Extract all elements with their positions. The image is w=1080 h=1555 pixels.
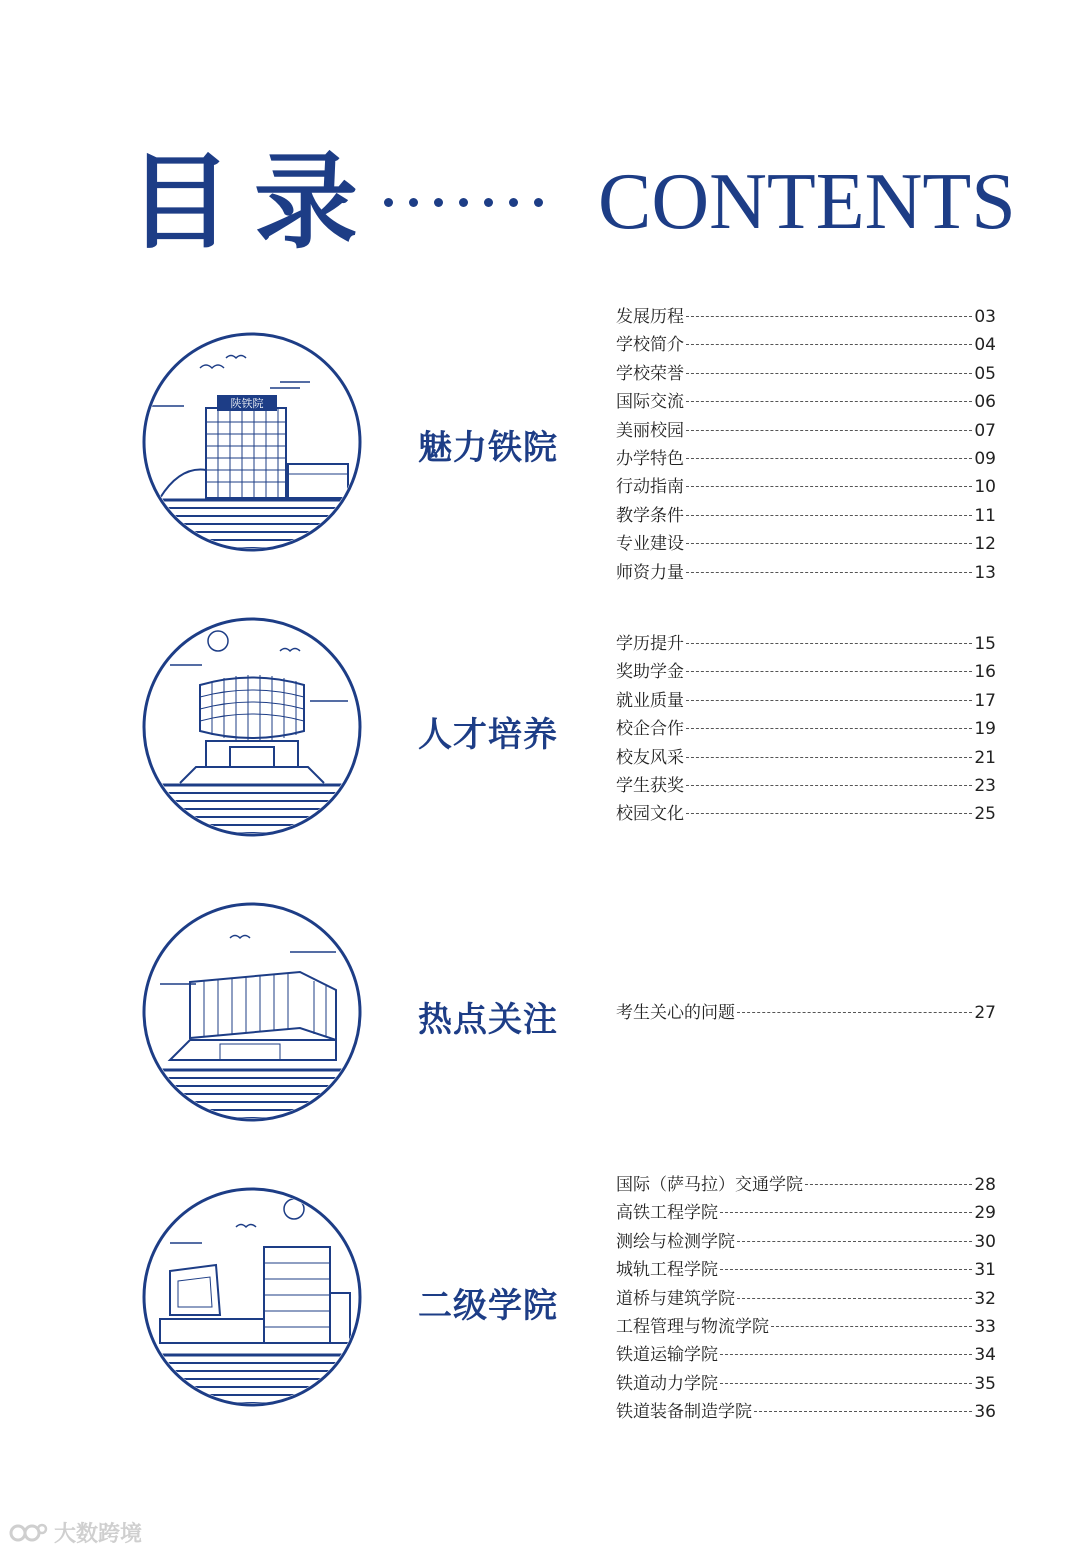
watermark [8, 1517, 142, 1548]
toc-entry-label: 考生关心的问题 [616, 1003, 735, 1023]
toc-dash-leader [686, 458, 972, 459]
toc-entry[interactable] [616, 501, 996, 529]
toc-entry-label: 测绘与检测学院 [616, 1231, 735, 1252]
toc-section-4 [0, 1170, 1080, 1430]
toc-dash-leader [737, 1298, 972, 1299]
toc-entry-label: 校企合作 [616, 719, 684, 740]
toc-entry[interactable] [616, 657, 996, 685]
toc-dash-leader [686, 486, 972, 487]
toc-entry[interactable] [616, 1170, 996, 1198]
toc-entry-page: 04 [974, 335, 996, 356]
toc-entry-page: 32 [974, 1288, 996, 1309]
section-title: 魅力铁院 [418, 428, 558, 468]
toc-entry-label: 铁道装备制造学院 [616, 1402, 752, 1423]
toc-list [616, 998, 996, 1026]
toc-entry-label: 国际交流 [616, 392, 684, 413]
toc-entry-page: 17 [974, 690, 996, 711]
toc-entry[interactable] [616, 629, 996, 657]
section-title: 热点关注 [418, 1000, 558, 1040]
toc-section-2 [0, 615, 1080, 855]
toc-entry-label: 美丽校园 [616, 420, 684, 441]
toc-dash-leader [686, 316, 972, 317]
title-dot-leader [384, 198, 543, 207]
toc-entry[interactable] [616, 444, 996, 472]
toc-entry-page: 36 [974, 1402, 996, 1423]
toc-entry-label: 校友风采 [616, 747, 684, 768]
toc-entry[interactable] [616, 558, 996, 586]
toc-entry-page: 27 [974, 1003, 996, 1023]
toc-entry-label: 工程管理与物流学院 [616, 1316, 769, 1337]
toc-entry[interactable] [616, 1198, 996, 1226]
toc-section-3 [0, 900, 1080, 1140]
toc-entry-page: 29 [974, 1203, 996, 1224]
section-title: 二级学院 [418, 1286, 558, 1326]
toc-entry-label: 学校荣誉 [616, 363, 684, 384]
college-complex-emblem-icon [140, 1185, 364, 1409]
toc-entry[interactable] [616, 1369, 996, 1397]
toc-entry[interactable] [616, 416, 996, 444]
toc-entry-label: 行动指南 [616, 477, 684, 498]
toc-list [616, 629, 996, 828]
hall-building-emblem-icon [140, 900, 364, 1124]
toc-entry-label: 师资力量 [616, 562, 684, 583]
toc-dash-leader [805, 1184, 972, 1185]
toc-entry-page: 31 [974, 1260, 996, 1281]
toc-entry[interactable] [616, 1312, 996, 1340]
toc-entry[interactable] [616, 1255, 996, 1283]
toc-dash-leader [771, 1326, 972, 1327]
toc-entry-page: 13 [974, 562, 996, 583]
toc-dash-leader [686, 543, 972, 544]
toc-dash-leader [686, 643, 972, 644]
toc-entry[interactable] [616, 330, 996, 358]
toc-entry-page: 15 [974, 634, 996, 654]
toc-entry-page: 28 [974, 1175, 996, 1195]
title-english: CONTENTS [598, 158, 1016, 246]
watermark-text: 大数跨境 [54, 1522, 143, 1547]
toc-entry-page: 25 [974, 804, 996, 825]
toc-list [616, 302, 996, 586]
toc-entry-page: 09 [974, 448, 996, 469]
toc-entry-page: 19 [974, 719, 996, 740]
toc-entry[interactable] [616, 799, 996, 827]
toc-entry-page: 05 [974, 363, 996, 384]
toc-entry-page: 07 [974, 420, 996, 441]
toc-entry-label: 专业建设 [616, 534, 684, 555]
toc-entry-label: 发展历程 [616, 307, 684, 327]
toc-dash-leader [686, 373, 972, 374]
toc-dash-leader [686, 757, 972, 758]
toc-entry-page: 34 [974, 1345, 996, 1366]
toc-entry[interactable] [616, 472, 996, 500]
toc-dash-leader [686, 344, 972, 345]
toc-entry-page: 33 [974, 1316, 996, 1337]
toc-entry-page: 06 [974, 392, 996, 413]
title-chinese: 目录 [128, 141, 381, 263]
toc-entry[interactable] [616, 686, 996, 714]
toc-entry-page: 23 [974, 775, 996, 796]
toc-dash-leader [737, 1241, 972, 1242]
toc-entry-page: 21 [974, 747, 996, 768]
toc-entry[interactable] [616, 529, 996, 557]
toc-dash-leader [720, 1354, 972, 1355]
toc-dash-leader [686, 515, 972, 516]
toc-entry-page: 03 [974, 307, 996, 327]
toc-entry-label: 办学特色 [616, 448, 684, 469]
toc-entry-label: 学生获奖 [616, 775, 684, 796]
toc-entry-label: 铁道运输学院 [616, 1345, 718, 1366]
page-header [0, 0, 1080, 280]
toc-dash-leader [686, 401, 972, 402]
toc-dash-leader [686, 785, 972, 786]
toc-entry-page: 35 [974, 1373, 996, 1394]
library-rotunda-emblem-icon [140, 615, 364, 839]
toc-entry[interactable] [616, 771, 996, 799]
toc-dash-leader [686, 572, 972, 573]
toc-entry-page: 30 [974, 1231, 996, 1252]
main-building-emblem-icon [140, 330, 364, 554]
toc-section-1 [0, 300, 1080, 590]
toc-entry[interactable] [616, 302, 996, 330]
toc-dash-leader [686, 728, 972, 729]
toc-entry[interactable] [616, 714, 996, 742]
toc-entry[interactable] [616, 743, 996, 771]
toc-dash-leader [737, 1012, 972, 1013]
toc-dash-leader [686, 700, 972, 701]
toc-entry-label: 学历提升 [616, 634, 684, 654]
toc-entry-label: 校园文化 [616, 804, 684, 825]
toc-entry[interactable] [616, 359, 996, 387]
toc-entry-label: 城轨工程学院 [616, 1260, 718, 1281]
building-sign-text: 陕铁院 [230, 397, 264, 410]
toc-entry-page: 16 [974, 662, 996, 683]
toc-entry-label: 奖助学金 [616, 662, 684, 683]
toc-entry[interactable] [616, 1397, 996, 1425]
toc-dash-leader [686, 813, 972, 814]
toc-dash-leader [720, 1269, 972, 1270]
toc-entry[interactable] [616, 1340, 996, 1368]
watermark-logo-icon [8, 1521, 48, 1545]
toc-entry-page: 10 [974, 477, 996, 498]
toc-entry-page: 12 [974, 534, 996, 555]
toc-entry-label: 学校简介 [616, 335, 684, 356]
toc-entry-page: 11 [974, 505, 996, 526]
toc-dash-leader [720, 1383, 972, 1384]
toc-entry[interactable] [616, 1227, 996, 1255]
toc-dash-leader [754, 1411, 972, 1412]
section-title: 人才培养 [418, 715, 558, 755]
toc-list [616, 1170, 996, 1426]
toc-dash-leader [686, 430, 972, 431]
toc-entry-label: 国际（萨马拉）交通学院 [616, 1175, 803, 1195]
toc-entry[interactable] [616, 1284, 996, 1312]
toc-entry[interactable] [616, 387, 996, 415]
toc-entry[interactable] [616, 998, 996, 1026]
toc-entry-label: 高铁工程学院 [616, 1203, 718, 1224]
toc-entry-label: 就业质量 [616, 690, 684, 711]
toc-entry-label: 铁道动力学院 [616, 1373, 718, 1394]
toc-dash-leader [720, 1212, 972, 1213]
toc-entry-label: 教学条件 [616, 505, 684, 526]
toc-dash-leader [686, 671, 972, 672]
toc-entry-label: 道桥与建筑学院 [616, 1288, 735, 1309]
